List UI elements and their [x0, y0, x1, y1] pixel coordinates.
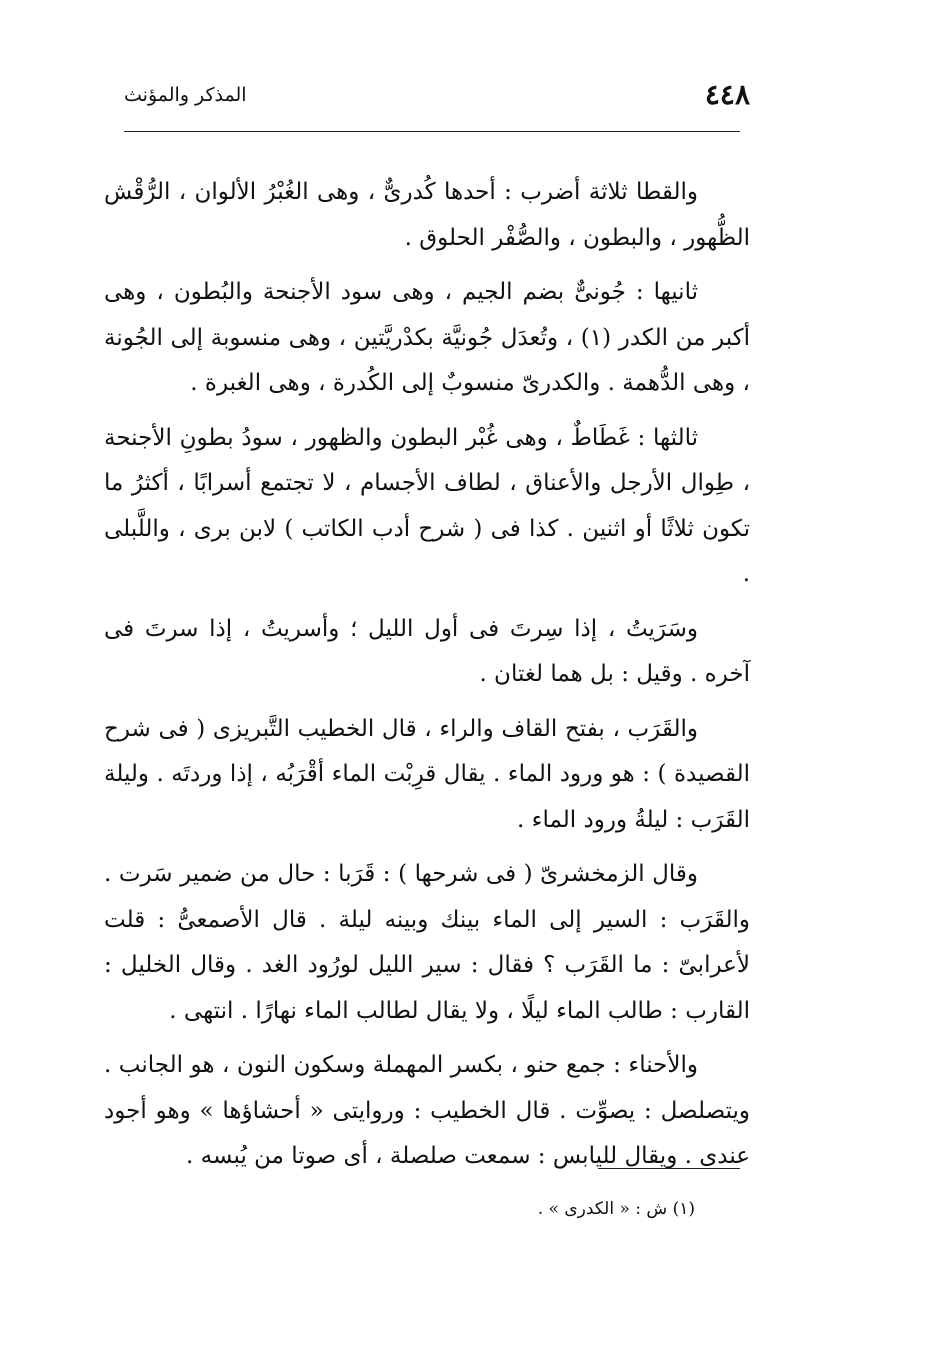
paragraph-saraytu: وسَرَيتُ ، إذا سِرتَ فى أول الليل ؛ وأسريتُ ، إذا سرتَ فى آخره . وقيل : بل هما لغتان .: [104, 615, 750, 687]
body-text: [104, 170, 750, 1189]
header-rule: [124, 131, 740, 132]
page-header: [110, 78, 750, 118]
paragraph-jouni: ثانيها : جُونىٌّ بضم الجيم ، وهى سود الأجنحة والبُطون ، وهى أكبر من الكدر (١) ، وتُعدَل جُونيَّة بكدْريَّتين ، وهى منسوبة إلى الجُونة ، وهى الدُّهمة . والكدرىّ منسوبٌ إلى الكُدرة ، وهى الغبرة .: [104, 279, 750, 396]
paragraph-zamakhshari: وقال الزمخشرىّ ( فى شرحها ) : قَرَبا : حال من ضمير سَرت . والقَرَب : السير إلى الماء بينك وبينه ليلة . قال الأصمعىُّ : قلت لأعرابىّ : ما القَرَب ؟ فقال : سير الليل لورُود الغد . وقال الخليل : القارب : طالب الماء ليلًا ، ولا يقال لطالب الماء نهارًا . انتهى .: [104, 861, 750, 1024]
paragraph-qata-types: والقطا ثلاثة أضرب : أحدها كُدرىٌّ ، وهى الغُبْرُ الألوان ، الرُّقْش الظُّهور ، والبطون ، والصُّفْر الحلوق .: [104, 179, 750, 251]
footnote-rule: [598, 1168, 740, 1169]
page-number: ٤٤٨: [704, 78, 750, 111]
running-title: المذكر والمؤنث: [124, 84, 247, 106]
paragraph-ghatat: ثالثها : غَطَاطٌ ، وهى غُبْر البطون والظهور ، سودُ بطونِ الأجنحة ، طِوال الأرجل والأعناق ، لطاف الأجسام ، لا تجتمع أسرابًا ، أكثرُ ما تكون ثلاثًا أو اثنين . كذا فى ( شرح أدب الكاتب ) لابن برى ، واللَّبلى .: [104, 424, 750, 587]
paragraph-qarab: والقَرَب ، بفتح القاف والراء ، قال الخطيب التَّبريزى ( فى شرح القصيدة ) : هو ورود الماء . يقال قرِبْت الماء أقْرَبُه ، إذا وردتَه . وليلة القَرَب : ليلةُ ورود الماء .: [104, 715, 750, 833]
paragraph-ahna: والأحناء : جمع حنو ، بكسر المهملة وسكون النون ، هو الجانب . ويتصلصل : يصوِّت . قال الخطيب : وروايتى « أحشاؤها » وهو أجود عندى . ويقال لليابس : سمعت صلصلة ، أى صوتا من يُبسه .: [104, 1052, 750, 1169]
footnote: (١) ش : « الكدرى » .: [537, 1199, 695, 1219]
